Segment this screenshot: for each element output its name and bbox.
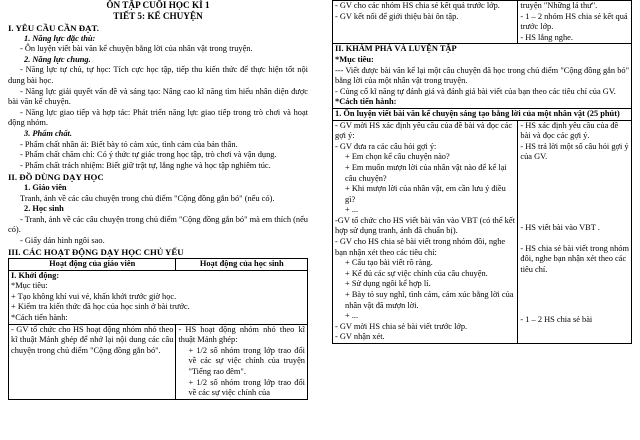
aim-label: *Mục tiêu:	[335, 54, 374, 64]
page-gutter	[316, 0, 324, 440]
paragraph: - Ôn luyện viết bài văn kể chuyện bằng lời của nhân vật trong truyện.	[20, 44, 253, 54]
teacher-step: + Cấu tạo bài viết rõ ràng.	[345, 258, 433, 268]
student-step: - HS trả lời một số câu hỏi gợi ý của GV.	[520, 141, 629, 162]
teacher-step: + Sử dụng ngôi kể hợp lí.	[345, 279, 431, 289]
paragraph: - Năng lực giải quyết vấn đề và sáng tạo: Nâng cao kĩ năng tìm hiểu nhân diện được bài văn kể chuyện.	[8, 86, 308, 107]
teacher-step: - GV đưa ra các câu hỏi gợi ý:	[335, 141, 437, 151]
teacher-step: + Em chọn kể câu chuyện nào?	[345, 152, 450, 162]
student-cell	[176, 324, 308, 399]
paragraph: - Năng lực tự chủ, tự học: Tích cực học tập, tiếp thu kiến thức để thực hiện tốt nội dung bài học.	[8, 65, 308, 85]
student-step: truyện "Những lá thư".	[520, 1, 598, 10]
method-label: *Cách tiến hành:	[11, 313, 68, 323]
table-row	[9, 324, 308, 399]
teacher-step: + Bày tỏ suy nghĩ, tình cảm, cảm xúc bằng lời của nhân vật đã mượn lời.	[345, 290, 514, 310]
student-step: + 1/2 số nhóm trong lớp trao đổi về các sự việc chính của	[188, 377, 305, 398]
paragraph: Tranh, ảnh về các câu chuyện trong chủ điểm "Cộng đồng gắn bó" (nếu có).	[20, 193, 275, 203]
lesson-title: ÔN TẬP CUỐI HỌC KÌ 1	[106, 0, 210, 10]
activities-table	[8, 258, 308, 400]
teacher-step: + ...	[345, 205, 359, 215]
teacher-step: - GV tổ chức cho HS hoạt động nhóm nhỏ theo kĩ thuật Mảnh ghép để nhớ lại nội dung các câu chuyện trong chủ điểm "Cộng đồng gắn bó".	[11, 324, 174, 355]
table-header-row	[9, 259, 308, 271]
table-row	[333, 44, 632, 109]
student-cell	[518, 120, 632, 343]
paragraph: - Tranh, ảnh về các câu chuyện trong chủ điểm "Cộng đồng gắn bó" mà em thích (nếu có).	[8, 214, 308, 235]
aim-item: + Tạo không khí vui vẻ, khấn khởi trước giờ học.	[11, 291, 177, 301]
teacher-cell	[9, 324, 176, 399]
student-cell	[518, 1, 632, 44]
student-step: - HS hoạt động nhóm nhỏ theo kĩ thuật Mảnh ghép:	[178, 324, 305, 345]
subheading-specific-competence: 1. Năng lực đặc thù:	[24, 33, 96, 43]
activity-heading-explore: II. KHÁM PHÁ VÀ LUYỆN TẬP	[335, 44, 457, 54]
aim-item: --- Viết được bài văn kể lại một câu chuyện đã học trong chủ điểm "Cộng đồng gắn bó" bằng lời của một nhân vật trong truyện.	[335, 65, 629, 86]
student-step: - 1 – 2 HS chia sẻ bài	[520, 315, 593, 325]
table-row	[9, 270, 308, 324]
column-header-student: Hoạt động của học sinh	[176, 259, 308, 271]
column-header-teacher: Hoạt động của giáo viên	[9, 259, 176, 271]
section-heading-requirements: I. YÊU CẦU CẦN ĐẠT.	[8, 23, 99, 33]
paragraph: - Phẩm chất nhân ái: Biết bày tỏ cảm xúc, tình cảm của bản thân.	[20, 139, 238, 149]
document-page-left	[8, 0, 308, 440]
warmup-cell	[9, 270, 308, 324]
method-label: *Cách tiến hành:	[335, 97, 397, 107]
subactivity-heading: 1. Ôn luyện viết bài văn kể chuyện sáng tạo bằng lời của một nhân vật (25 phút)	[333, 108, 632, 120]
teacher-step: - GV cho HS chia sẻ bài viết trong nhóm đôi, nghe bạn nhận xét theo các tiêu chí:	[335, 237, 506, 257]
teacher-step: + Khi mượn lời của nhân vật, em cần lưu ý điều gì?	[345, 184, 506, 204]
aim-item: - Củng cố kĩ năng tự đánh giá và đánh giá bài viết của bạn theo các tiêu chí của GV.	[335, 86, 616, 96]
section-heading-materials: II. ĐỒ DÙNG DẠY HỌC	[8, 172, 104, 183]
paragraph: - Phẩm chất trách nhiệm: Biết giữ trật tự, lắng nghe và học tập nghiêm túc.	[20, 160, 271, 170]
student-step: - HS viết bài vào VBT .	[520, 222, 600, 232]
subheading-teacher: 1. Giáo viên	[24, 182, 67, 192]
paragraph: - Năng lực giao tiếp và hợp tác: Phát triển năng lực giao tiếp trong trò chơi và hoạt động nhóm.	[8, 107, 308, 128]
explore-cell	[333, 44, 632, 109]
paragraph: - Giấy dán hình ngôi sao.	[20, 235, 105, 245]
section-heading-activities: III. CÁC HOẠT ĐỘNG DẠY HỌC CHỦ YẾU	[8, 247, 184, 258]
aim-item: + Kiểm tra kiến thức đã học của học sinh ở bài trước.	[11, 302, 190, 312]
teacher-step: - GV nhận xét.	[335, 332, 385, 342]
activities-table-continued	[332, 0, 632, 344]
teacher-step: - GV cho các nhóm HS chia sẻ kết quả trước lớp.	[335, 1, 500, 10]
teacher-cell	[333, 1, 518, 44]
teacher-step: + Kể đủ các sự việc chính của câu chuyện.	[345, 268, 488, 278]
teacher-step: + ...	[345, 311, 359, 321]
student-step: - HS xác định yêu cầu của đề bài và đọc các gợi ý.	[520, 120, 619, 141]
subheading-qualities: 3. Phẩm chất.	[24, 128, 72, 138]
table-row	[333, 108, 632, 120]
subheading-general-competence: 2. Năng lực chung.	[24, 54, 91, 64]
student-step: - 1 – 2 nhóm HS chia sẻ kết quả trước lớp.	[520, 11, 628, 32]
teacher-cell	[333, 120, 518, 343]
student-step: - HS lắng nghe.	[520, 32, 573, 42]
teacher-step: -GV tổ chức cho HS viết bài văn vào VBT (có thể kết hợp sử dụng tranh, ảnh đã chuẩn bị).	[335, 215, 515, 236]
teacher-step: - GV mời HS xác định yêu cầu của đề bài và đọc các gợi ý:	[335, 120, 513, 141]
student-step: + 1/2 số nhóm trong lớp trao đổi về các sự việc chính của truyện "Tiếng rao đêm".	[188, 345, 305, 376]
lesson-subtitle: TIẾT 5: KỂ CHUYỆN	[113, 11, 203, 21]
subheading-student: 2. Học sinh	[24, 204, 64, 214]
table-row	[333, 120, 632, 343]
aim-label: *Mục tiêu:	[11, 281, 48, 291]
document-page-right	[332, 0, 632, 440]
teacher-step: + Em muốn mượn lời của nhân vật nào để kể lại câu chuyện?	[345, 162, 507, 183]
teacher-step: - GV kết nối để giới thiệu bài ôn tập.	[335, 11, 459, 21]
paragraph: - Phẩm chất chăm chỉ: Có ý thức tự giác trong học tập, trò chơi và vận dụng.	[20, 150, 277, 160]
student-step: - HS chia sẻ bài viết trong nhóm đôi, nghe bạn nhận xét theo các tiêu chí.	[520, 243, 629, 274]
teacher-step: - GV mời HS chia sẻ bài viết trước lớp.	[335, 321, 468, 331]
activity-heading-warmup: I. Khởi động:	[11, 270, 60, 280]
table-row	[333, 1, 632, 44]
